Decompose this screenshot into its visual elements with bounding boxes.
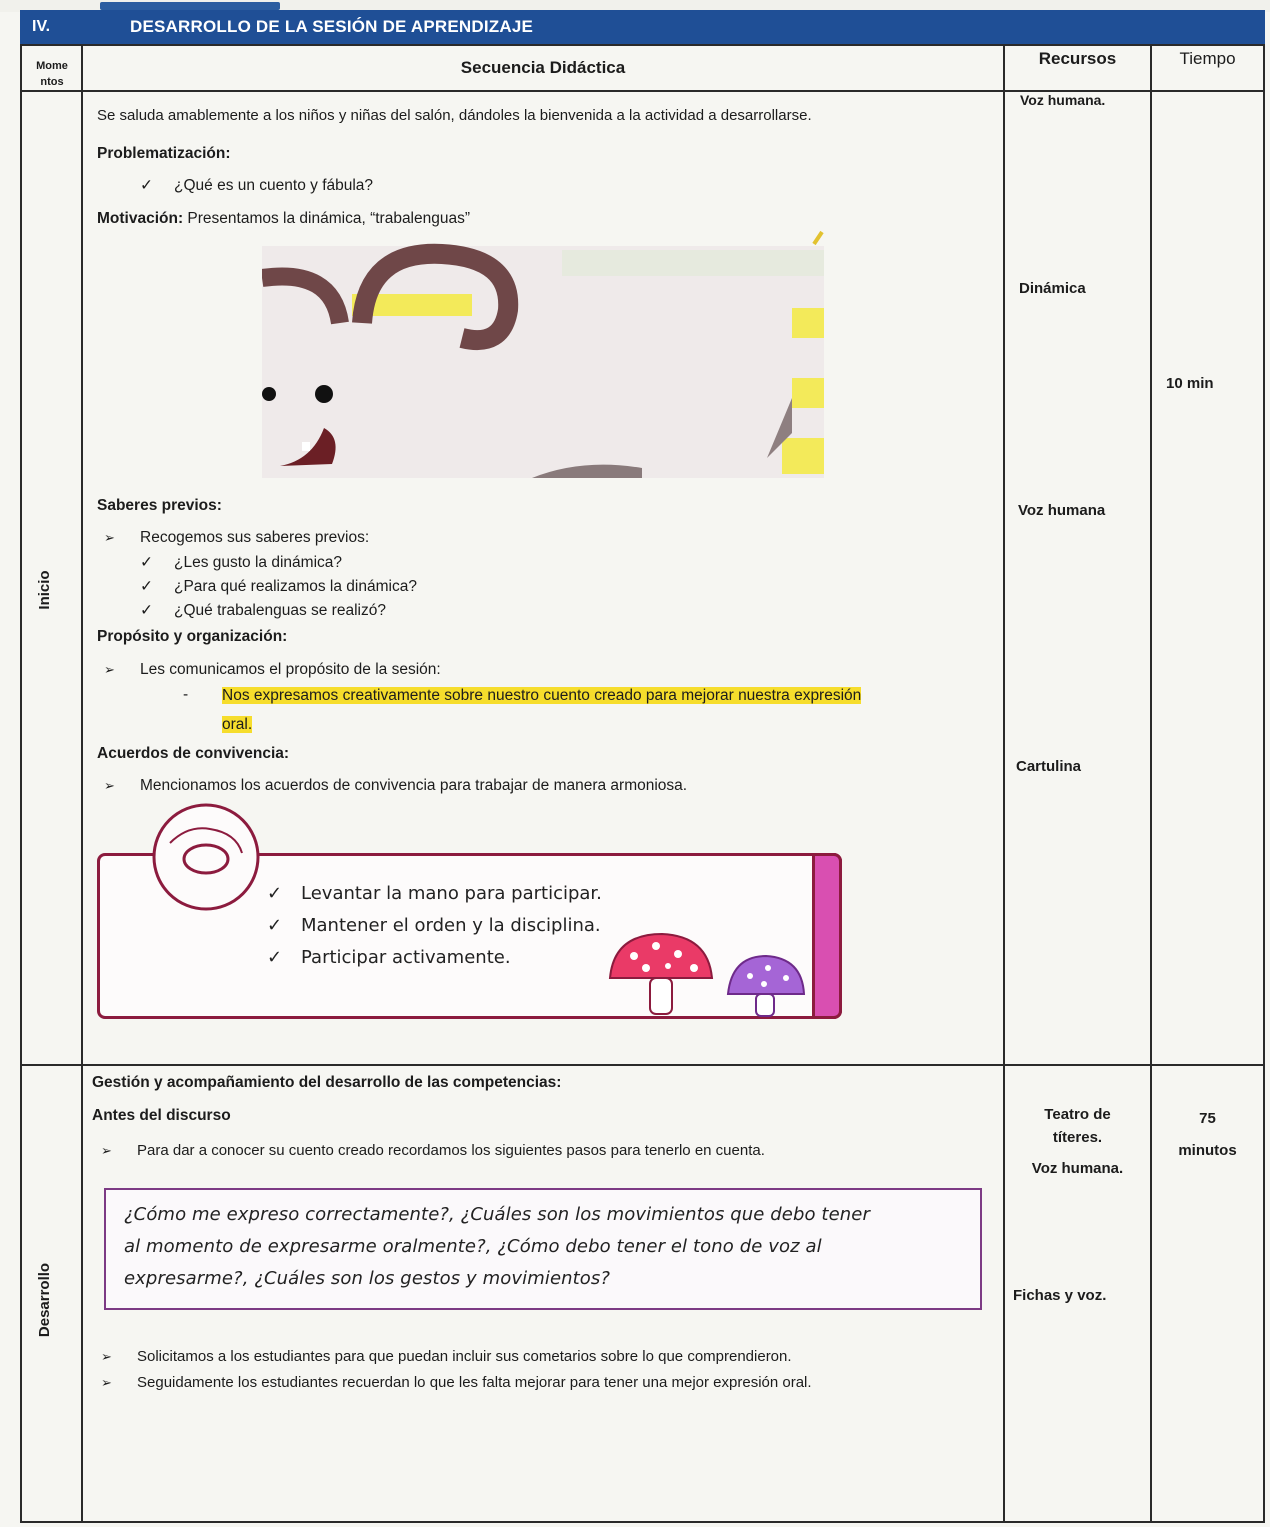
desarrollo-bullet-text: Seguidamente los estudiantes recuerdan lo que les falta mejorar para tener una mejor expresión oral. [137,1374,812,1391]
proposito-title: Propósito y organización: [97,628,288,645]
check-icon: ✓ [140,177,153,194]
trabalenguas-illustration [262,228,826,480]
table-top-line [20,44,1265,46]
check-icon: ✓ [267,883,283,904]
saberes-item-text: ¿Para qué realizamos la dinámica? [174,578,417,595]
recurso-inicio-dinamica: Dinámica [1019,280,1086,297]
question-line: al momento de expresarme oralmente?, ¿Cómo debo tener el tono de voz al [124,1236,822,1257]
section-header-bar [20,10,1265,44]
header-momentos-line2: ntos [40,76,64,88]
proposito-intro-text: Les comunicamos el propósito de la sesión: [140,661,441,678]
recurso-desarrollo [1005,1103,1150,1180]
acuerdos-title: Acuerdos de convivencia: [97,745,290,762]
motivacion-text: Presentamos la dinámica, “trabalenguas” [183,210,471,227]
saberes-item [140,553,342,572]
check-icon: ✓ [140,578,153,595]
motivacion-line [97,210,470,228]
desarrollo-bullet [101,1374,812,1391]
secuencia-column-line [1003,44,1005,1523]
check-icon: ✓ [267,947,283,968]
recurso-desarrollo-line: Teatro de [1044,1106,1111,1123]
header-recursos: Recursos [1038,49,1117,68]
question-line: ¿Cómo me expreso correctamente?, ¿Cuáles son los movimientos que debo tener [124,1204,870,1225]
agreement-item-text: Mantener el orden y la disciplina. [301,915,601,936]
table-right-line [1263,44,1265,1523]
section-number: IV. [32,18,51,35]
recurso-desarrollo-line: títeres. [1052,1129,1103,1146]
agreements-card-side [812,853,842,1019]
proposito-statement [222,681,861,739]
recurso-desarrollo-line: Voz humana. [1031,1160,1124,1177]
donut-icon [148,803,268,911]
tiempo-desarrollo [1152,1103,1263,1167]
saberes-intro-text: Recogemos sus saberes previos: [140,529,370,546]
tiempo-inicio: 10 min [1166,375,1214,392]
saberes-item-text: ¿Les gusto la dinámica? [174,554,343,571]
agreement-item [267,883,602,904]
saberes-item [140,601,386,620]
saberes-item [140,577,417,596]
tiempo-desarrollo-value: 75 [1199,1110,1216,1127]
desarrollo-bullet-text: Solicitamos a los estudiantes para que puedan incluir sus cometarios sobre lo que comprendieron. [137,1348,792,1365]
agreement-item [267,915,601,936]
antes-title: Antes del discurso [92,1107,231,1124]
saberes-title: Saberes previos: [97,497,222,514]
guiding-questions-box [104,1188,982,1310]
table-left-line [20,44,22,1523]
inicio-desarrollo-divider [20,1064,1265,1066]
acuerdos-intro-text: Mencionamos los acuerdos de convivencia para trabajar de manera armoniosa. [140,777,688,794]
table-bottom-line [20,1521,1265,1523]
agreement-item-text: Participar activamente. [301,947,511,968]
check-icon: ✓ [267,915,283,936]
moment-label-inicio: Inicio [36,570,53,610]
gestion-title: Gestión y acompañamiento del desarrollo de las competencias: [92,1074,562,1091]
agreement-item-text: Levantar la mano para participar. [301,883,602,904]
momentos-column-line [81,44,83,1523]
tiempo-desarrollo-unit: minutos [1178,1142,1237,1159]
antes-intro-text: Para dar a conocer su cuento creado recordamos los siguientes pasos para tenerlo en cuenta. [137,1142,765,1159]
problematizacion-title: Problematización: [97,145,231,162]
recursos-column-line [1150,44,1152,1523]
arrow-bullet-icon: ➢ [104,778,115,793]
header-tiempo: Tiempo [1179,49,1236,68]
header-momentos [24,58,80,90]
check-icon: ✓ [140,602,153,619]
recurso-inicio-cartulina: Cartulina [1016,758,1082,775]
problematizacion-item-text: ¿Qué es un cuento y fábula? [174,177,374,194]
header-secuencia: Secuencia Didáctica [460,58,626,77]
section-title: DESARROLLO DE LA SESIÓN DE APRENDIZAJE [130,17,534,36]
greeting-text: Se saluda amablemente a los niños y niñas del salón, dándoles la bienvenida a la actividad a desarrollarse. [97,107,812,124]
recurso-inicio-voz-1: Voz humana. [1020,92,1106,108]
recurso-inicio-voz-2: Voz humana [1018,502,1106,519]
arrow-bullet-icon: ➢ [101,1375,112,1390]
arrow-bullet-icon: ➢ [104,530,115,545]
arrow-bullet-icon: ➢ [104,662,115,677]
problematizacion-item [140,176,373,195]
saberes-item-text: ¿Qué trabalenguas se realizó? [174,602,386,619]
motivacion-title: Motivación: [97,210,184,227]
question-line: expresarme?, ¿Cuáles son los gestos y movimientos? [124,1268,611,1289]
acuerdos-intro [104,777,687,795]
antes-intro [101,1142,765,1159]
header-momentos-line1: Mome [36,60,68,72]
agreement-item [267,947,511,968]
check-icon: ✓ [140,554,153,571]
recurso-desarrollo-fichas: Fichas y voz. [1013,1287,1107,1304]
mushrooms-icon [604,930,814,1020]
desarrollo-bullet [101,1348,792,1365]
saberes-intro [104,529,369,547]
proposito-statement-line2: oral. [222,716,253,733]
proposito-intro [104,661,441,679]
moment-label-desarrollo: Desarrollo [36,1262,53,1338]
arrow-bullet-icon: ➢ [101,1349,112,1364]
proposito-statement-line1: Nos expresamos creativamente sobre nuestro cuento creado para mejorar nuestra expresión [222,687,862,704]
arrow-bullet-icon: ➢ [101,1143,112,1158]
proposito-dash: - [183,686,189,703]
